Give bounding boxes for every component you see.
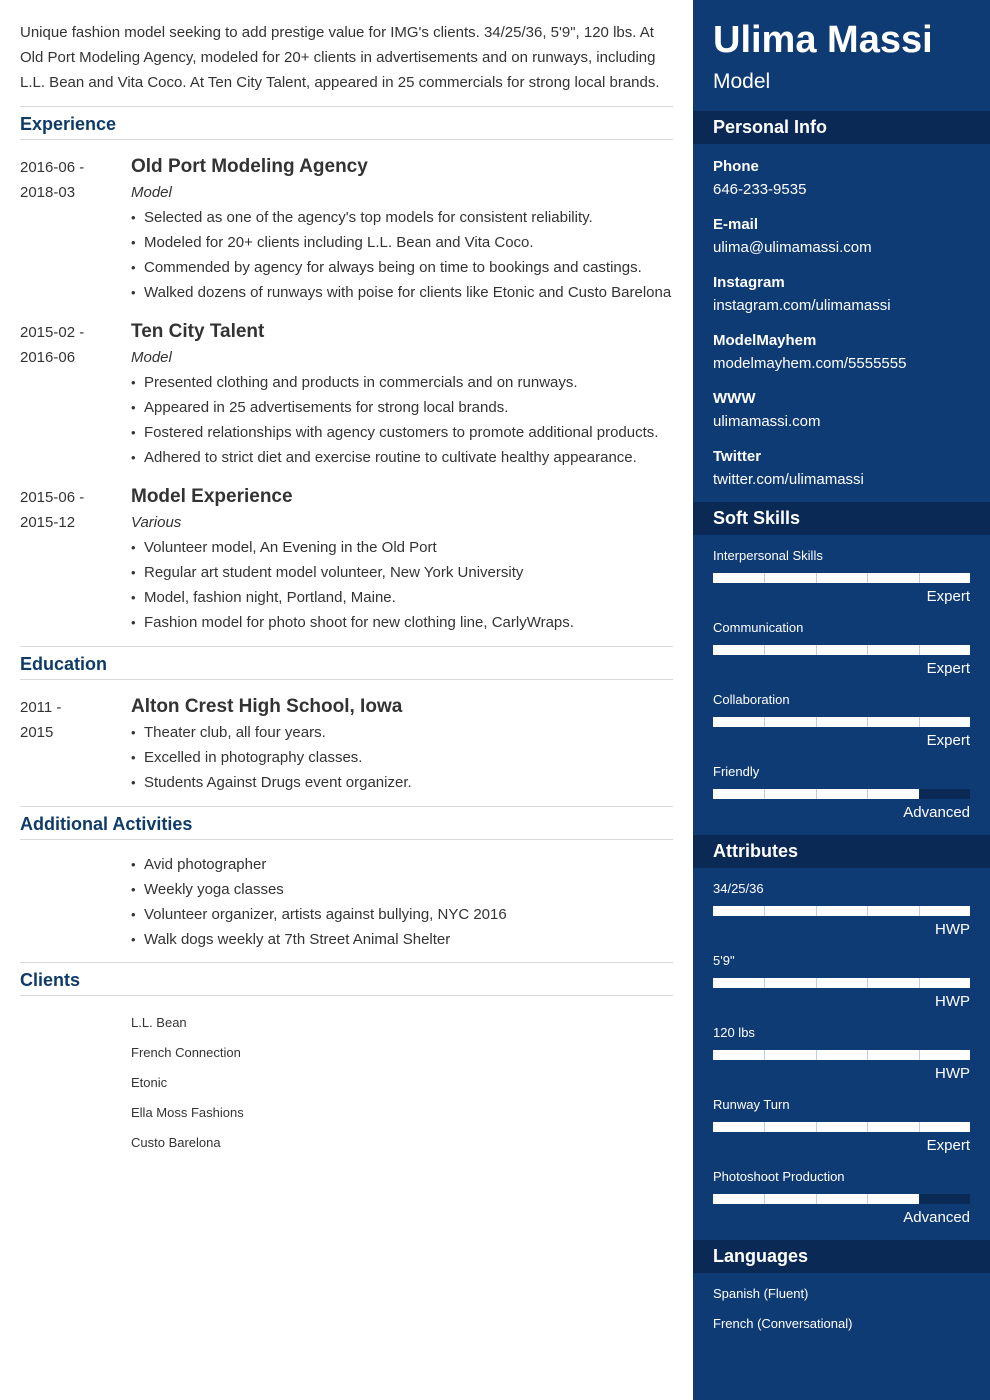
skill-bar-tick xyxy=(919,717,920,727)
education-entry xyxy=(20,680,673,795)
date-to: 2015-12 xyxy=(20,514,76,531)
skill-bar-tick xyxy=(867,1122,868,1132)
summary: Unique fashion model seeking to add prestige value for IMG's clients. 34/25/36, 5'9", 120 lbs. At Old Port Modeling Agency, modeled for 20+ clients in advertisements and on runways, including L.L. Bean and Vita Coco. At Ten City Talent, appeared in 25 commercials for strong local brands. xyxy=(20,20,673,107)
skill-name: Communication xyxy=(713,620,804,635)
job-role: Various xyxy=(131,514,182,531)
soft-skills-heading: Soft Skills xyxy=(693,502,990,535)
bullet-item: • Volunteer organizer, artists against bullying, NYC 2016 xyxy=(131,902,673,927)
experience-entry xyxy=(20,305,673,470)
skill-bar xyxy=(713,1194,970,1204)
contact-label: Instagram xyxy=(713,274,785,291)
skill-bar-tick xyxy=(919,1050,920,1060)
skill-bar-tick xyxy=(919,573,920,583)
skill-bar-fill xyxy=(713,645,970,655)
skill-bar-tick xyxy=(764,717,765,727)
bullet-item: • Regular art student model volunteer, New York University xyxy=(131,560,673,585)
activities-block xyxy=(20,840,673,962)
entry-body xyxy=(131,319,673,470)
entry-dates xyxy=(20,694,131,795)
skill-bar-tick xyxy=(764,1194,765,1204)
soft-skills-list xyxy=(693,535,990,823)
skill-name: Collaboration xyxy=(713,692,790,707)
contact-value: modelmayhem.com/5555555 xyxy=(713,355,907,372)
job-role: Model xyxy=(131,184,172,201)
bullet-list xyxy=(131,205,673,305)
sidebar xyxy=(693,0,990,1400)
skill-bar xyxy=(713,906,970,916)
personal-info-list xyxy=(693,144,990,492)
contact-value: instagram.com/ulimamassi xyxy=(713,297,891,314)
skill-bar-tick xyxy=(867,717,868,727)
skill-level: Expert xyxy=(926,660,970,677)
skill-level: HWP xyxy=(935,1065,970,1082)
skill-bar xyxy=(713,789,970,799)
skill-bar-tick xyxy=(919,789,920,799)
client-item: Etonic xyxy=(131,1075,168,1090)
skill-item xyxy=(713,679,970,751)
skill-bar xyxy=(713,573,970,583)
bullet-item: • Fashion model for photo shoot for new clothing line, CarlyWraps. xyxy=(131,610,673,635)
school-name: Alton Crest High School, Iowa xyxy=(131,696,403,717)
skill-bar-tick xyxy=(867,978,868,988)
skill-item xyxy=(713,1012,970,1084)
skill-level: HWP xyxy=(935,993,970,1010)
skill-bar-tick xyxy=(764,789,765,799)
bullet-item: • Walk dogs weekly at 7th Street Animal Shelter xyxy=(131,927,673,952)
client-item: French Connection xyxy=(131,1045,241,1060)
clients-list xyxy=(20,996,673,1158)
date-from: 2015-06 - xyxy=(20,489,85,506)
experience-list xyxy=(20,140,673,635)
skill-level: Expert xyxy=(926,588,970,605)
skill-bar-fill xyxy=(713,717,970,727)
bullet-item: • Selected as one of the agency's top models for consistent reliability. xyxy=(131,205,673,230)
client-item: L.L. Bean xyxy=(131,1015,187,1030)
employer-name: Ten City Talent xyxy=(131,321,265,342)
skill-name: Friendly xyxy=(713,764,760,779)
bullet-item: • Theater club, all four years. xyxy=(131,720,673,745)
bullet-item: • Fostered relationships with agency customers to promote additional products. xyxy=(131,420,673,445)
skill-bar-tick xyxy=(867,906,868,916)
skill-bar-tick xyxy=(867,573,868,583)
skill-bar-tick xyxy=(919,906,920,916)
skill-name: 120 lbs xyxy=(713,1025,755,1040)
skill-bar-tick xyxy=(764,906,765,916)
bullet-item: • Model, fashion night, Portland, Maine. xyxy=(131,585,673,610)
client-item: Custo Barelona xyxy=(131,1135,221,1150)
skill-bar-tick xyxy=(919,645,920,655)
skill-bar-tick xyxy=(764,1050,765,1060)
employer-name: Old Port Modeling Agency xyxy=(131,156,368,177)
entry-body xyxy=(131,154,673,305)
skill-bar-fill xyxy=(713,978,970,988)
skill-bar-tick xyxy=(816,906,817,916)
entry-dates xyxy=(20,484,131,635)
date-to: 2018-03 xyxy=(20,184,76,201)
skill-bar-tick xyxy=(816,978,817,988)
bullet-item: • Weekly yoga classes xyxy=(131,877,673,902)
activities-heading: Additional Activities xyxy=(20,807,673,840)
skill-level: Expert xyxy=(926,1137,970,1154)
skill-bar-fill xyxy=(713,1050,970,1060)
skill-bar-tick xyxy=(764,978,765,988)
skill-bar-tick xyxy=(919,1122,920,1132)
skill-bar-tick xyxy=(867,1194,868,1204)
experience-entry xyxy=(20,140,673,305)
skill-bar-tick xyxy=(867,1050,868,1060)
entry-body xyxy=(131,484,673,635)
bullet-item: • Walked dozens of runways with poise for clients like Etonic and Custo Barelona xyxy=(131,280,673,305)
contact-value: twitter.com/ulimamassi xyxy=(713,471,864,488)
contact-label: Phone xyxy=(713,158,759,175)
skill-item xyxy=(713,607,970,679)
skill-bar xyxy=(713,717,970,727)
date-to: 2016-06 xyxy=(20,349,76,366)
date-to: 2015 xyxy=(20,724,54,741)
skill-bar xyxy=(713,1122,970,1132)
contact-label: E-mail xyxy=(713,216,759,233)
skill-bar-tick xyxy=(867,789,868,799)
skill-item xyxy=(713,1084,970,1156)
bullet-item: • Modeled for 20+ clients including L.L. Bean and Vita Coco. xyxy=(131,230,673,255)
candidate-title: Model xyxy=(713,70,771,93)
skill-bar-tick xyxy=(816,1122,817,1132)
bullet-item: • Volunteer model, An Evening in the Old Port xyxy=(131,535,673,560)
skill-bar xyxy=(713,978,970,988)
contact-label: Twitter xyxy=(713,448,762,465)
client-item: Ella Moss Fashions xyxy=(131,1105,244,1120)
job-role: Model xyxy=(131,349,172,366)
language-item: Spanish (Fluent) xyxy=(713,1286,809,1301)
skill-item xyxy=(713,868,970,940)
skill-bar-tick xyxy=(816,573,817,583)
languages-list xyxy=(693,1273,990,1339)
skill-bar-tick xyxy=(816,645,817,655)
languages-heading: Languages xyxy=(693,1240,990,1273)
entry-dates xyxy=(20,154,131,305)
skill-level: Advanced xyxy=(903,1209,970,1226)
bullet-item: • Commended by agency for always being on time to bookings and castings. xyxy=(131,255,673,280)
skill-name: Runway Turn xyxy=(713,1097,790,1112)
bullet-list xyxy=(131,720,673,795)
skill-bar-tick xyxy=(867,645,868,655)
skill-bar xyxy=(713,1050,970,1060)
skill-level: Expert xyxy=(926,732,970,749)
date-from: 2016-06 - xyxy=(20,159,85,176)
contact-label: WWW xyxy=(713,390,756,407)
skill-bar-tick xyxy=(764,645,765,655)
skill-bar-tick xyxy=(816,789,817,799)
date-from: 2015-02 - xyxy=(20,324,85,341)
main-column xyxy=(20,20,673,1158)
attributes-heading: Attributes xyxy=(693,835,990,868)
skill-bar-tick xyxy=(919,1194,920,1204)
bullet-item: • Presented clothing and products in commercials and on runways. xyxy=(131,370,673,395)
education-heading: Education xyxy=(20,647,673,680)
contact-value: ulima@ulimamassi.com xyxy=(713,239,872,256)
contact-label: ModelMayhem xyxy=(713,332,817,349)
skill-item xyxy=(713,535,970,607)
clients-heading: Clients xyxy=(20,963,673,996)
bullet-list xyxy=(131,852,673,952)
bullet-item: • Appeared in 25 advertisements for strong local brands. xyxy=(131,395,673,420)
experience-heading: Experience xyxy=(20,107,673,140)
skill-bar-fill xyxy=(713,1122,970,1132)
contact-value: ulimamassi.com xyxy=(713,413,821,430)
skill-bar-tick xyxy=(816,1050,817,1060)
bullet-item: • Avid photographer xyxy=(131,852,673,877)
bullet-list xyxy=(131,535,673,635)
skill-name: Photoshoot Production xyxy=(713,1169,845,1184)
skill-level: HWP xyxy=(935,921,970,938)
skill-name: 5'9" xyxy=(713,953,735,968)
skill-level: Advanced xyxy=(903,804,970,821)
bullet-item: • Adhered to strict diet and exercise routine to cultivate healthy appearance. xyxy=(131,445,673,470)
bullet-item: • Students Against Drugs event organizer. xyxy=(131,770,673,795)
skill-name: Interpersonal Skills xyxy=(713,548,823,563)
skill-bar-tick xyxy=(816,717,817,727)
language-item: French (Conversational) xyxy=(713,1316,853,1331)
skill-bar-tick xyxy=(764,573,765,583)
skill-bar-tick xyxy=(816,1194,817,1204)
bullet-item: • Excelled in photography classes. xyxy=(131,745,673,770)
candidate-name: Ulima Massi xyxy=(713,19,933,61)
skill-item xyxy=(713,1156,970,1228)
skill-bar xyxy=(713,645,970,655)
skill-bar-fill xyxy=(713,573,970,583)
bullet-list xyxy=(131,370,673,470)
skill-item xyxy=(713,751,970,823)
skill-bar-tick xyxy=(919,978,920,988)
entry-dates xyxy=(20,319,131,470)
date-from: 2011 - xyxy=(20,699,62,716)
attributes-list xyxy=(693,868,990,1228)
contact-value: 646-233-9535 xyxy=(713,181,807,198)
skill-item xyxy=(713,940,970,1012)
skill-bar-fill xyxy=(713,906,970,916)
employer-name: Model Experience xyxy=(131,486,293,507)
personal-info-heading: Personal Info xyxy=(693,111,990,144)
experience-entry xyxy=(20,470,673,635)
entry-body xyxy=(131,694,673,795)
skill-bar-tick xyxy=(764,1122,765,1132)
skill-name: 34/25/36 xyxy=(713,881,764,896)
